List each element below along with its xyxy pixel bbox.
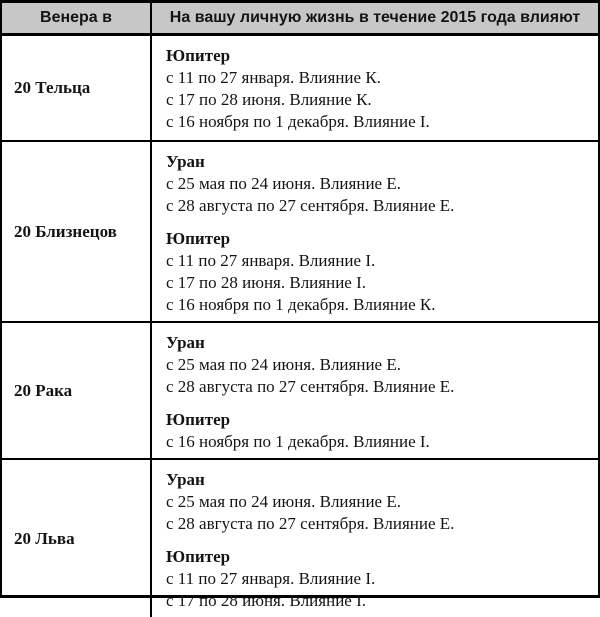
influence-line: с 28 августа по 27 сентября. Влияние Е. <box>166 196 455 215</box>
planet-block <box>166 469 590 535</box>
influence-line: с 28 августа по 27 сентября. Влияние Е. <box>166 377 455 396</box>
table-row <box>2 458 598 617</box>
table-body <box>2 36 598 617</box>
influence-line: с 17 по 28 июня. Влияние I. <box>166 591 366 610</box>
sign-cell: 20 Льва <box>2 460 152 617</box>
planet-heading: Уран <box>166 333 205 352</box>
influence-line: с 11 по 27 января. Влияние I. <box>166 569 376 588</box>
influence-line: с 16 ноября по 1 декабря. Влияние К. <box>166 295 436 314</box>
table-row <box>2 321 598 458</box>
planet-heading: Уран <box>166 152 205 171</box>
influence-line: с 28 августа по 27 сентября. Влияние Е. <box>166 514 455 533</box>
influences-cell <box>152 323 598 458</box>
influence-line: с 25 мая по 24 июня. Влияние Е. <box>166 492 401 511</box>
influence-line: с 17 по 28 июня. Влияние К. <box>166 90 372 109</box>
header-cell-venus-in: Венера в <box>2 3 152 33</box>
influence-line: с 16 ноября по 1 декабря. Влияние I. <box>166 112 430 131</box>
planet-block <box>166 332 590 398</box>
planet-heading: Юпитер <box>166 229 231 248</box>
planet-block <box>166 45 590 133</box>
influence-line: с 11 по 27 января. Влияние I. <box>166 251 376 270</box>
planet-heading: Уран <box>166 470 205 489</box>
table-header-row <box>2 3 598 36</box>
sign-cell: 20 Близнецов <box>2 142 152 321</box>
planet-heading: Юпитер <box>166 410 231 429</box>
influences-cell <box>152 142 598 321</box>
planet-block <box>166 546 590 612</box>
table-row <box>2 36 598 140</box>
planet-heading: Юпитер <box>166 46 231 65</box>
influence-line: с 17 по 28 июня. Влияние I. <box>166 273 366 292</box>
planet-heading: Юпитер <box>166 547 231 566</box>
influences-cell <box>152 36 598 140</box>
sign-cell: 20 Тельца <box>2 36 152 140</box>
influence-line: с 25 мая по 24 июня. Влияние Е. <box>166 355 401 374</box>
header-cell-influences: На вашу личную жизнь в течение 2015 года влияют <box>169 9 581 26</box>
influences-cell <box>152 460 598 617</box>
influence-line: с 11 по 27 января. Влияние К. <box>166 68 381 87</box>
planet-block <box>166 409 590 453</box>
sign-cell: 20 Рака <box>2 323 152 458</box>
influence-line: с 25 мая по 24 июня. Влияние Е. <box>166 174 401 193</box>
table-row <box>2 140 598 321</box>
influence-line: с 16 ноября по 1 декабря. Влияние I. <box>166 432 430 451</box>
planet-block <box>166 151 590 217</box>
planet-block <box>166 228 590 316</box>
